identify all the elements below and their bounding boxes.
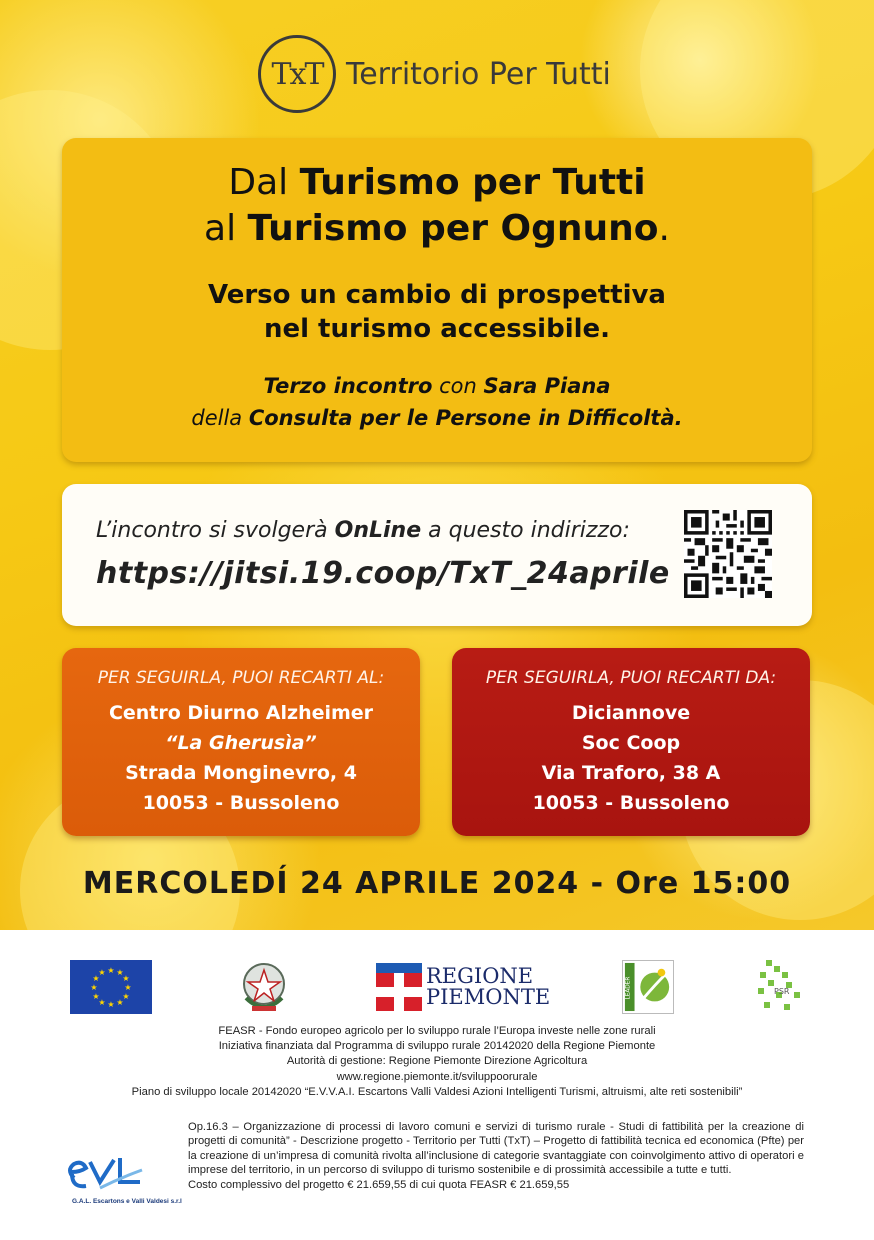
funding-info bbox=[40, 1024, 834, 1100]
svg-text:★: ★ bbox=[107, 966, 115, 975]
location-line: 10053 - Bussoleno bbox=[532, 792, 730, 814]
svg-text:★: ★ bbox=[92, 974, 100, 983]
psr-logo bbox=[756, 958, 806, 1016]
qr-code-icon[interactable] bbox=[684, 510, 772, 598]
title-text: al bbox=[204, 208, 248, 249]
svg-text:★: ★ bbox=[92, 992, 100, 1001]
organization-name: Consulta per le Persone in Difficoltà. bbox=[248, 406, 683, 430]
regione-piemonte-logo bbox=[376, 962, 550, 1012]
headline-box bbox=[62, 138, 812, 462]
project-text: Op.16.3 – Organizzazione di processi di lavoro comuni e servizi di turismo rurale - Studi di fattibilità per la creazione di progetti di comunità” - Descrizione progetto - Territorio per Tutti (TxT) – Progetto di fattibilità tecnica ed economica (Pfte) per la creazione di un’impresa di comunità rivolta all’inclusione di categorie svantaggiate con coinvolgimento attivo di operatori e imprese del territorio, in un percorso di sviluppo di turismo sostenibile e di prossimità accessibile a tutte e tutti. bbox=[188, 1121, 804, 1177]
title-bold: Turismo per Tutti bbox=[299, 162, 646, 203]
location-label: PER SEGUIRLA, PUOI RECARTI DA: bbox=[485, 668, 777, 688]
meeting-text: della bbox=[191, 406, 249, 430]
brand-name: Territorio Per Tutti bbox=[346, 56, 611, 92]
meeting-info bbox=[62, 370, 812, 434]
location-box-diciannove bbox=[452, 648, 810, 836]
title-text: . bbox=[658, 208, 670, 249]
event-date: MERCOLEDÍ 24 APRILE 2024 - Ore 15:00 bbox=[82, 866, 792, 901]
location-box-centro-diurno bbox=[62, 648, 420, 836]
speaker-name: Sara Piana bbox=[483, 374, 611, 398]
online-box bbox=[62, 484, 812, 626]
location-line: Via Traforo, 38 A bbox=[541, 762, 721, 784]
regione-line: PIEMONTE bbox=[426, 985, 551, 1009]
funding-line: FEASR - Fondo europeo agricolo per lo sviluppo rurale l’Europa investe nelle zone rurali bbox=[218, 1025, 656, 1037]
online-text: a questo indirizzo: bbox=[421, 518, 630, 543]
svg-text:★: ★ bbox=[122, 974, 130, 983]
online-text: L’incontro si svolgerà bbox=[96, 518, 335, 543]
location-address bbox=[452, 698, 810, 818]
subtitle-line: Verso un cambio di prospettiva bbox=[208, 280, 666, 310]
svg-text:★: ★ bbox=[124, 983, 132, 992]
svg-text:★: ★ bbox=[98, 968, 106, 977]
subtitle-line: nel turismo accessibile. bbox=[263, 314, 611, 344]
funding-line: Piano di sviluppo locale 20142020 “E.V.V.A.I. Escartons Valli Valdesi Azioni Intelligenti Turismi, altruismi, alte reti sostenibili” bbox=[131, 1085, 743, 1098]
location-line: Strada Monginevro, 4 bbox=[125, 762, 357, 784]
meeting-url-link[interactable]: https://jitsi.19.coop/TxT_24aprile bbox=[96, 556, 670, 591]
svg-text:★: ★ bbox=[90, 983, 98, 992]
regione-name bbox=[426, 966, 550, 1008]
online-intro bbox=[96, 518, 630, 543]
italian-republic-emblem-icon bbox=[238, 958, 290, 1014]
location-line: Diciannove bbox=[571, 702, 691, 724]
txt-logo-icon: TxT bbox=[258, 35, 336, 113]
location-line: “La Gherusìa” bbox=[165, 732, 317, 754]
svg-text:★: ★ bbox=[116, 968, 124, 977]
regione-shield-icon bbox=[376, 963, 422, 1011]
location-label: PER SEGUIRLA, PUOI RECARTI AL: bbox=[97, 668, 385, 688]
location-address bbox=[62, 698, 420, 818]
brand-logo bbox=[258, 34, 611, 114]
svg-text:★: ★ bbox=[107, 1000, 115, 1009]
title-bold: Turismo per Ognuno bbox=[247, 208, 659, 249]
location-line: 10053 - Bussoleno bbox=[142, 792, 340, 814]
subtitle bbox=[62, 278, 812, 346]
online-text: OnLine bbox=[334, 518, 422, 543]
eu-flag-icon bbox=[70, 960, 152, 1014]
project-cost: Costo complessivo del progetto € 21.659,55 di cui quota FEASR € 21.659,55 bbox=[188, 1178, 570, 1191]
evl-caption: G.A.L. Escartons e Valli Valdesi s.r.l bbox=[72, 1198, 182, 1205]
meeting-text: Terzo incontro bbox=[263, 374, 433, 398]
main-title bbox=[62, 138, 812, 252]
psr-text: PSR bbox=[774, 987, 790, 996]
sponsor-logos bbox=[0, 958, 874, 1018]
location-line: Soc Coop bbox=[581, 732, 681, 754]
svg-text:★: ★ bbox=[98, 998, 106, 1007]
location-line: Centro Diurno Alzheimer bbox=[108, 702, 374, 724]
regione-line: REGIONE bbox=[426, 964, 534, 988]
svg-text:★: ★ bbox=[116, 998, 124, 1007]
funding-line: Autorità di gestione: Regione Piemonte Direzione Agricoltura bbox=[286, 1055, 588, 1068]
svg-text:★: ★ bbox=[122, 992, 130, 1001]
project-description bbox=[188, 1120, 804, 1192]
leader-logo bbox=[622, 960, 674, 1014]
leader-text: LEADER bbox=[625, 976, 632, 1000]
title-text: Dal bbox=[228, 162, 300, 203]
meeting-text: con bbox=[432, 374, 484, 398]
funding-website-link[interactable]: www.regione.piemonte.it/sviluppoorurale bbox=[336, 1070, 538, 1083]
funding-line: Iniziativa finanziata dal Programma di sviluppo rurale 20142020 della Regione Piemonte bbox=[218, 1040, 656, 1053]
